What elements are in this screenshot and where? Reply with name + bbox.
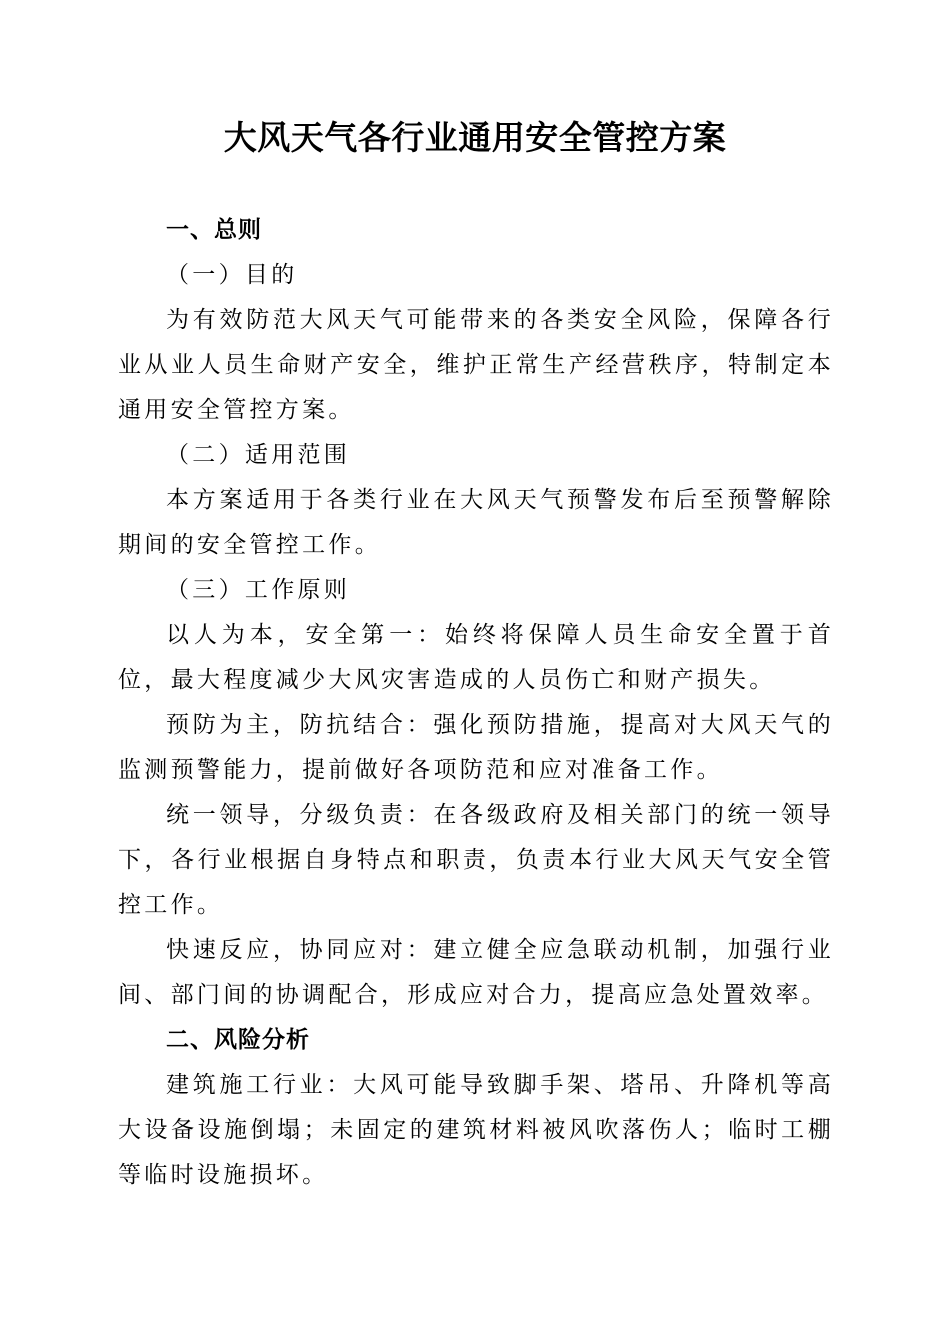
subheading-scope: （二）适用范围 xyxy=(166,442,351,468)
section-heading-general: 一、总则 xyxy=(166,217,262,243)
document-title: 大风天气各行业通用安全管控方案 xyxy=(223,118,727,157)
paragraph-scope: 本方案适用于各类行业在大风天气预警发布后至预警解除期间的安全管控工作。 xyxy=(118,487,834,558)
paragraph-purpose: 为有效防范大风天气可能带来的各类安全风险，保障各行业从业人员生命财产安全，维护正常生产经营秩序，特制定本通用安全管控方案。 xyxy=(118,307,834,423)
subheading-principles: （三）工作原则 xyxy=(166,577,351,603)
document-body xyxy=(118,208,834,1198)
paragraph-principle-rapid-response: 快速反应，协同应对：建立健全应急联动机制，加强行业间、部门间的协调配合，形成应对合力，提高应急处置效率。 xyxy=(118,937,834,1008)
section-heading-risk-analysis: 二、风险分析 xyxy=(166,1027,310,1053)
paragraph-construction-risk: 建筑施工行业：大风可能导致脚手架、塔吊、升降机等高大设备设施倒塌；未固定的建筑材料被风吹落伤人；临时工棚等临时设施损坏。 xyxy=(118,1072,834,1188)
paragraph-principle-prevention: 预防为主，防抗结合：强化预防措施，提高对大风天气的监测预警能力，提前做好各项防范和应对准备工作。 xyxy=(118,712,834,783)
paragraph-principle-people-first: 以人为本，安全第一：始终将保障人员生命安全置于首位，最大程度减少大风灾害造成的人员伤亡和财产损失。 xyxy=(118,622,834,693)
subheading-purpose: （一）目的 xyxy=(166,262,298,288)
paragraph-principle-leadership: 统一领导，分级负责：在各级政府及相关部门的统一领导下，各行业根据自身特点和职责，负责本行业大风天气安全管控工作。 xyxy=(118,802,834,918)
